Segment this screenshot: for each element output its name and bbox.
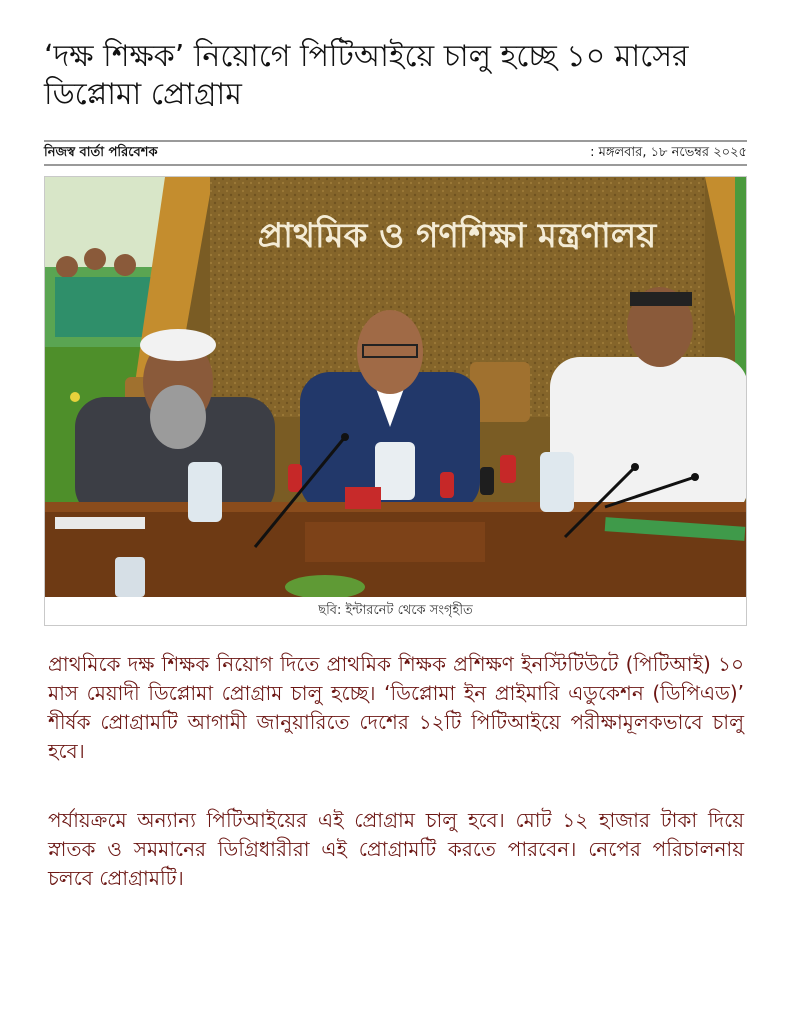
- byline-bar: [44, 140, 747, 166]
- reporter-name: নিজস্ব বার্তা পরিবেশক: [44, 144, 158, 160]
- headline: ‘দক্ষ শিক্ষক’ নিয়োগে পিটিআইয়ে চালু হচ্ছে ১০ মাসের ডিপ্লোমা প্রোগ্রাম: [44, 39, 689, 112]
- wall-sign: প্রাথমিক ও গণশিক্ষা মন্ত্রণালয়: [257, 216, 657, 256]
- press-conference-photo: [45, 177, 747, 597]
- paragraph-1: প্রাথমিকে দক্ষ শিক্ষক নিয়োগ দিতে প্রাথমিক শিক্ষক প্রশিক্ষণ ইনস্টিটিউটে (পিটিআই) ১০ মাস মেয়াদী ডিপ্লোমা প্রোগ্রাম চালু হচ্ছে। ‘ডিপ্লোমা ইন প্রাইমারি এডুকেশন (ডিপিএড)’ শীর্ষক প্রোগ্রামটি আগামী জানুয়ারিতে দেশের ১২টি পিটিআইয়ে পরীক্ষামূলকভাবে চালু হবে।: [48, 652, 744, 763]
- paragraph-2: পর্যায়ক্রমে অন্যান্য পিটিআইয়ের এই প্রোগ্রাম চালু হবে। মোট ১২ হাজার টাকা দিয়ে স্নাতক ও সমমানের ডিগ্রিধারীরা এই প্রোগ্রামটি করতে পারবেন। নেপের পরিচালনায় চলবে প্রোগ্রামটি।: [48, 808, 744, 890]
- photo-caption: ছবি: ইন্টারনেট থেকে সংগৃহীত: [318, 603, 473, 618]
- photo-frame: [44, 176, 747, 626]
- publish-date: : মঙ্গলবার, ১৮ নভেম্বর ২০২৫: [590, 144, 747, 160]
